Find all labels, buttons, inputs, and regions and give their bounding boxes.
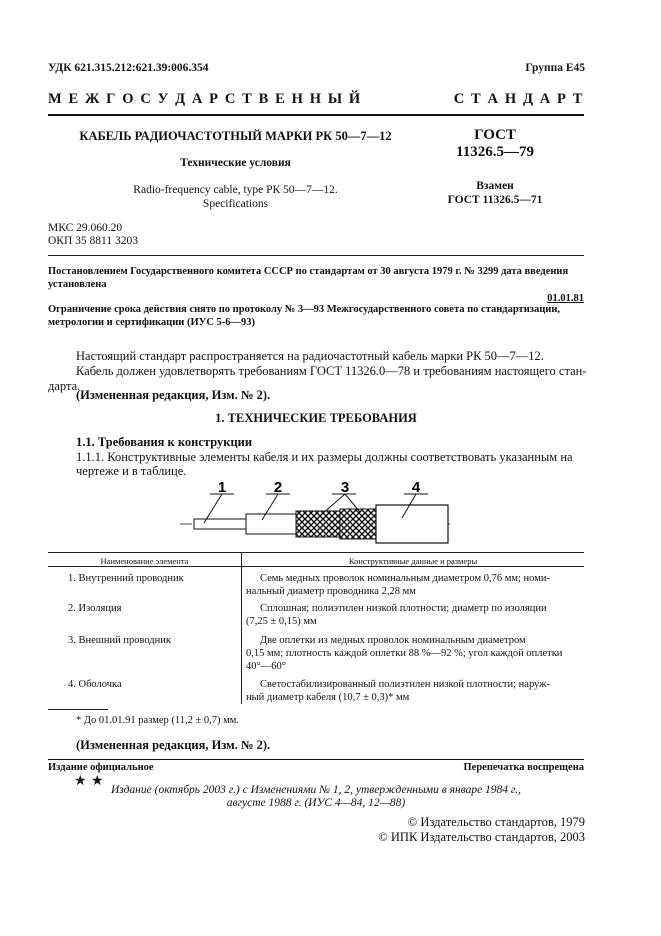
- table-row-4-line-1: Светостабилизированный полиэтилен низкой плотности; наруж-: [260, 679, 550, 690]
- table-row-2-name: 2. Изоляция: [68, 603, 122, 614]
- decree-line-2: установлена: [48, 279, 107, 290]
- section-1-1-heading: 1.1. Требования к конструкции: [76, 435, 253, 449]
- footnote-edition-note: (Измененная редакция, Изм. № 2).: [76, 738, 271, 752]
- footnote-rule: [48, 709, 108, 710]
- decree-line-1: Постановлением Государственного комитета СССР по стандартам от 30 августа 1979 г. № 3299 дата введения: [48, 266, 569, 277]
- footnote-text: * До 01.01.91 размер (11,2 ± 0,7) мм.: [76, 715, 240, 726]
- table-header-rule: [48, 566, 584, 567]
- gost-number: 11326.5—79: [456, 144, 534, 160]
- table-row-2-line-1: Сплошная; полиэтилен низкой плотности; диаметр по изоляции: [260, 603, 547, 614]
- document-subtitle: Технические условия: [180, 157, 291, 169]
- intro-paragraph-1: Настоящий стандарт распространяется на радиочастотный кабель марки РК 50—7—12.: [76, 349, 544, 363]
- section-1-heading: 1. ТЕХНИЧЕСКИЕ ТРЕБОВАНИЯ: [215, 411, 417, 425]
- table-row-3-line-2: 0,15 мм; плотность каждой оплетки 88 %—92 %; угол каждой оплетки: [246, 648, 563, 659]
- replaces-number: ГОСТ 11326.5—71: [447, 194, 543, 206]
- replaces-label: Взамен: [476, 180, 514, 192]
- table-row-4-name: 4. Оболочка: [68, 679, 122, 690]
- copyright-2003: © ИПК Издательство стандартов, 2003: [378, 830, 585, 844]
- table-header-element: Наименование элемента: [100, 556, 189, 566]
- section-rule: [48, 255, 584, 256]
- banner-word-1: М Е Ж Г О С У Д А Р С Т В Е Н Н Ы Й: [48, 91, 362, 107]
- reprint-prohibited-label: Перепечатка воспрещена: [463, 762, 584, 773]
- banner-rule: [48, 114, 584, 116]
- copyright-1979: © Издательство стандартов, 1979: [407, 815, 585, 829]
- edition-note-line-1: Издание (октябрь 2003 г.) с Изменениями № 1, 2, утвержденными в январе 1984 г.,: [110, 784, 522, 796]
- table-row-3-line-1: Две оплетки из медных проволок номинальным диаметром: [260, 635, 526, 646]
- table-row-1-line-2: нальный диаметр проводника 2,28 мм: [246, 586, 416, 597]
- table-row-2-line-2: (7,25 ± 0,15) мм: [246, 616, 317, 627]
- drawing-label-2: 2: [273, 479, 283, 496]
- jacket-shape: [376, 505, 448, 543]
- intro-paragraph-2-line-2: дарта.: [48, 379, 81, 393]
- cable-construction-drawing: [170, 474, 460, 544]
- table-row-1-line-1: Семь медных проволок номинальным диаметром 0,76 мм; номи-: [260, 573, 550, 584]
- stars-icon: ★ ★: [74, 773, 104, 789]
- table-top-rule: [48, 552, 584, 553]
- english-title-line-2: Specifications: [202, 198, 269, 210]
- table-row-3-line-3: 40°—60°: [246, 661, 286, 672]
- limit-removed-line-1: Ограничение срока действия снято по протоколу № 3—93 Межгосударственного совета по стандартизации,: [48, 304, 561, 315]
- group-code: Группа Е45: [525, 62, 585, 74]
- udk-code: УДК 621.315.212:621.39:006.354: [48, 62, 209, 74]
- section-1-1-1-line-2: чертеже и в таблице.: [76, 464, 187, 478]
- limit-removed-line-2: метрологии и сертификации (ИУС 5-6—93): [48, 317, 256, 328]
- okp-code: ОКП 35 8811 3203: [48, 235, 138, 247]
- intro-paragraph-2-line-1: Кабель должен удовлетворять требованиям ГОСТ 11326.0—78 и требованиям настоящего стан-: [76, 364, 587, 378]
- official-edition-label: Издание официальное: [48, 762, 154, 773]
- mks-code: МКС 29.060.20: [48, 222, 123, 234]
- table-column-divider: [241, 552, 242, 704]
- drawing-label-3: 3: [340, 479, 350, 496]
- section-1-1-1-line-1: 1.1.1. Конструктивные элементы кабеля и их размеры должны соответствовать указанным на: [76, 450, 573, 464]
- table-header-data: Конструктивные данные и размеры: [348, 556, 478, 566]
- drawing-label-4: 4: [411, 479, 421, 496]
- document-title: КАБЕЛЬ РАДИОЧАСТОТНЫЙ МАРКИ РК 50—7—12: [79, 129, 392, 143]
- intro-edition-note: (Измененная редакция, Изм. № 2).: [76, 388, 271, 402]
- drawing-label-1: 1: [217, 479, 227, 496]
- gost-label: ГОСТ: [474, 127, 516, 143]
- english-title-line-1: Radio-frequency cable, type РК 50—7—12.: [133, 184, 338, 196]
- table-row-4-line-2: ный диаметр кабеля (10,7 ± 0,3)* мм: [246, 692, 410, 703]
- banner-word-2: С Т А Н Д А Р Т: [453, 91, 584, 107]
- effective-date: 01.01.81: [547, 293, 584, 304]
- table-row-1-name: 1. Внутренний проводник: [68, 573, 184, 584]
- table-row-3-name: 3. Внешний проводник: [68, 635, 171, 646]
- edition-note-line-2: августе 1988 г. (ИУС 4—84, 12—88): [226, 797, 406, 809]
- footer-rule: [48, 759, 584, 760]
